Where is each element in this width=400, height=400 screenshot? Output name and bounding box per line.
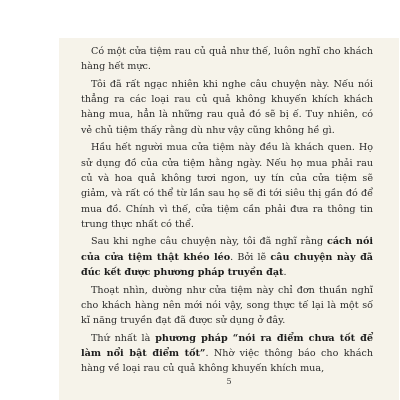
paragraph — [81, 283, 373, 329]
paragraph — [81, 77, 373, 138]
text-run: Hầu hết người mua cửa tiệm này đều là khách quen. Họ sử dụng đồ của cửa tiệm hằng ngày. Nếu họ mua phải rau củ và hoa quả không tươi ngon, uy tín của cửa tiệm sẽ giảm, và rất có thể từ lần sau họ sẽ đi tới siêu thị gần đó để mua đồ. Chính vì thế, cửa tiệm cần phải đưa ra thông tin trung thực nhất có thể. — [81, 142, 373, 230]
paragraph — [81, 140, 373, 232]
bold-phrase: phương pháp “nói ra điểm chưa tốt để làm nổi bật điểm tốt” — [81, 332, 373, 360]
text-run: . Nhờ việc thông báo cho khách hàng về loại rau củ quả không khuyến khích mua, — [81, 348, 374, 375]
bold-phrase: cách nói của cửa tiệm thật khéo léo — [81, 236, 373, 263]
text-run: Sau khi nghe câu chuyện này, tôi đã nghĩ rằng — [91, 236, 327, 248]
book-page — [59, 38, 399, 400]
paragraph — [81, 331, 373, 377]
paragraph — [81, 44, 373, 75]
body-text — [81, 44, 373, 379]
text-run: Thứ nhất là — [91, 332, 156, 344]
text-run: . — [283, 267, 287, 279]
bold-phrase: câu chuyện này đã đúc kết được phương pháp truyền đạt — [81, 251, 373, 279]
text-run: . Bởi lẽ — [230, 251, 271, 263]
page-number: 5 — [226, 377, 232, 386]
text-run: Tôi đã rất ngạc nhiên khi nghe câu chuyện này. Nếu nói thẳng ra các loại rau củ quả không khuyến khích khách hàng mua, hẳn là những rau quả đó sẽ bị ế. Tuy nhiên, có vẻ chủ tiệm thấy rằng dù như vậy cũng không hề gì. — [81, 78, 373, 136]
text-run: Thoạt nhìn, dường như cửa tiệm này chỉ đơn thuần nghĩ cho khách hàng nên mới nói vậy, song thực tế lại là một số kĩ năng truyền đạt đã được sử dụng ở đây. — [81, 284, 373, 327]
paragraph — [81, 234, 373, 280]
text-run: Có một cửa tiệm rau củ quả như thế, luôn nghĩ cho khách hàng hết mực. — [81, 46, 373, 73]
